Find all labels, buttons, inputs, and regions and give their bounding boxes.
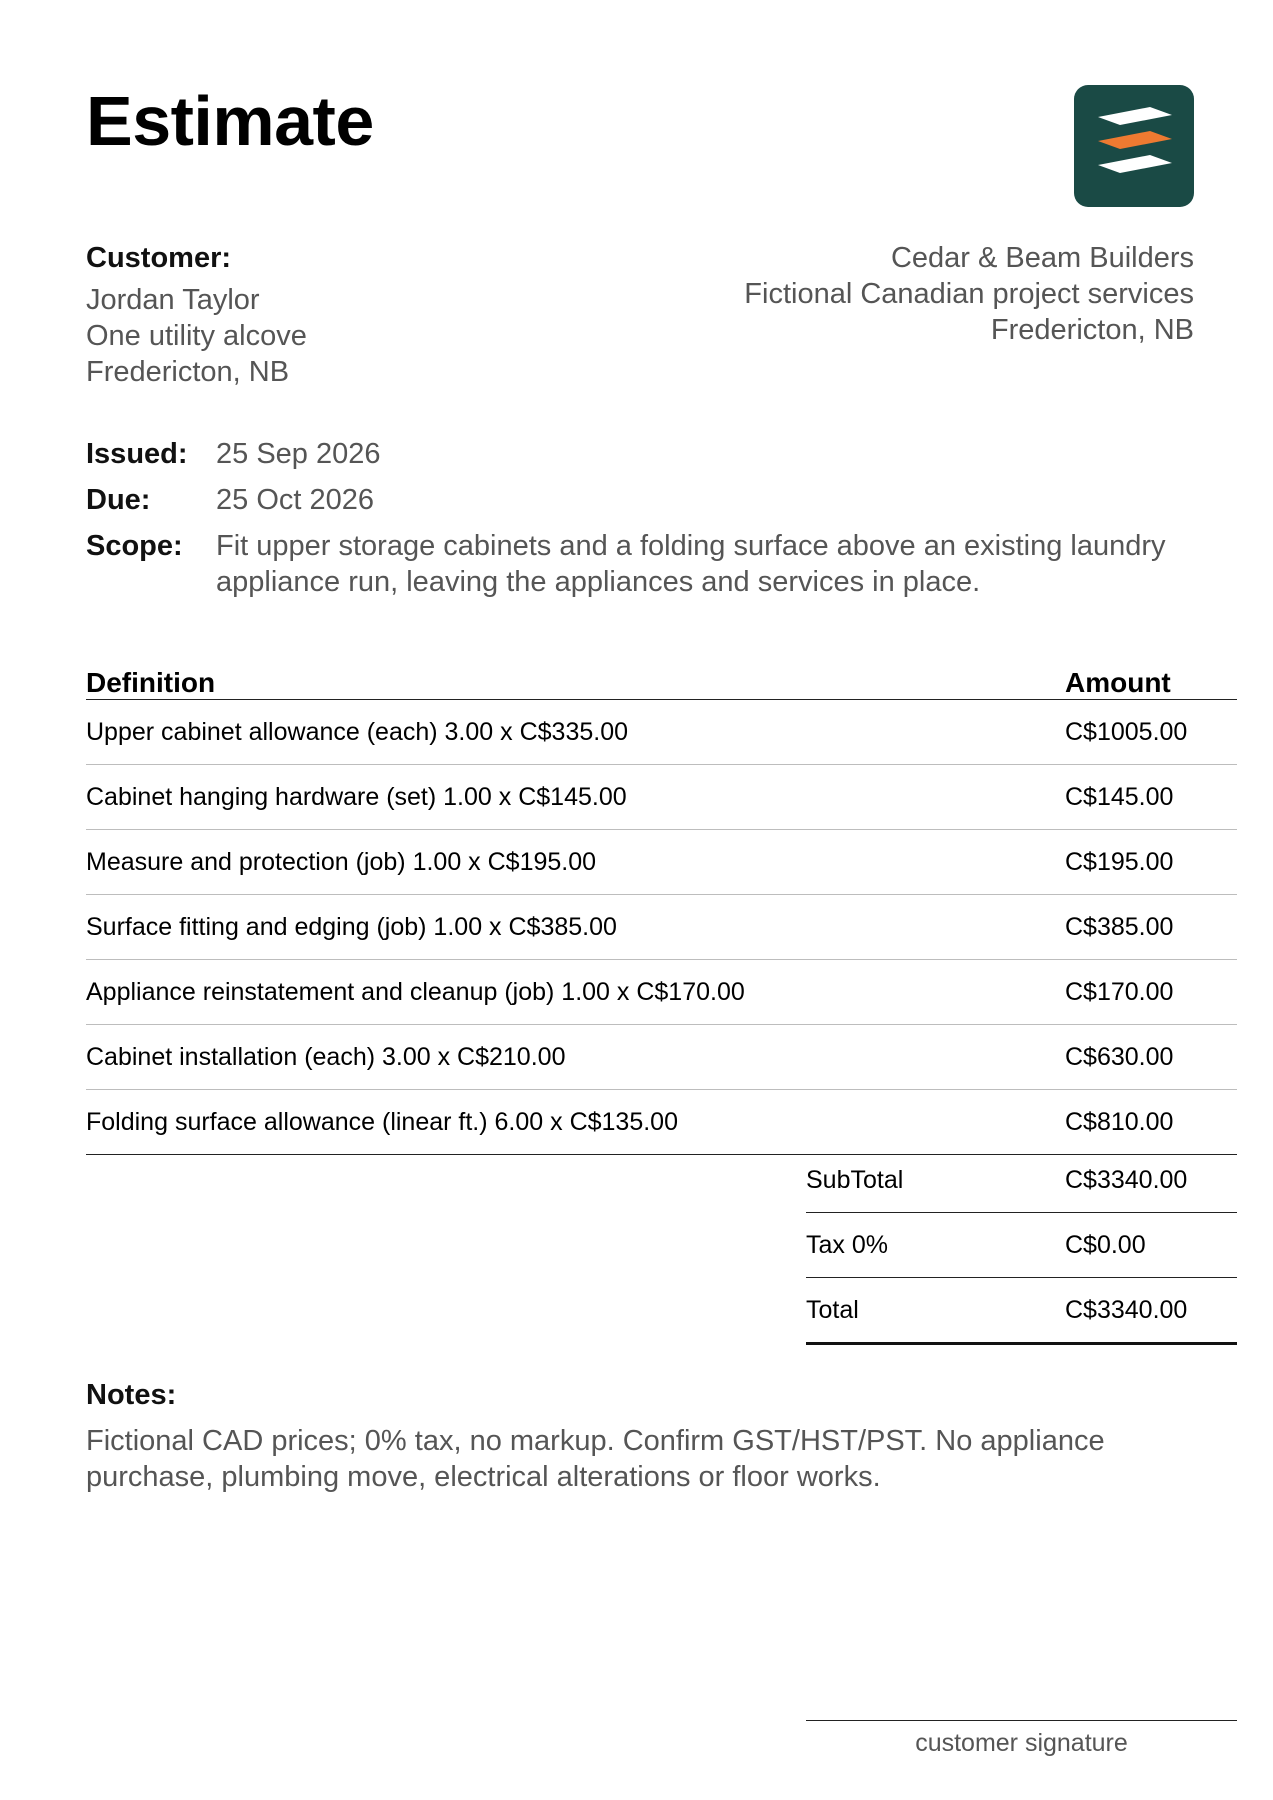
table-row [86,700,1237,765]
line-items-table [86,654,1237,1155]
subtotal-label: SubTotal [806,1165,904,1194]
table-row [86,1090,1237,1155]
document-title: Estimate [86,82,374,160]
signature-label: customer signature [915,1729,1128,1757]
due-value: 25 Oct 2026 [216,484,374,516]
item-definition: Cabinet hanging hardware (set) 1.00 x C$145.00 [86,782,627,811]
company-city: Fredericton, NB [990,314,1194,346]
customer-city: Fredericton, NB [86,356,290,388]
table-row [86,830,1237,895]
item-definition: Surface fitting and edging (job) 1.00 x C$385.00 [86,912,617,941]
total-value: C$3340.00 [1065,1295,1188,1324]
scope-row [86,528,1196,600]
company-name: Cedar & Beam Builders [890,242,1194,274]
notes-block [86,1377,1206,1495]
item-amount: C$385.00 [1065,912,1174,941]
total-label: Total [806,1295,859,1324]
item-amount: C$810.00 [1065,1107,1174,1136]
item-definition: Cabinet installation (each) 3.00 x C$210.00 [86,1042,566,1071]
total-row [806,1278,1237,1345]
item-amount: C$195.00 [1065,847,1174,876]
table-header [86,654,1237,700]
due-row [86,482,1196,518]
customer-block [86,240,307,390]
subtotal-row [806,1148,1237,1213]
table-row [86,960,1237,1025]
table-row [86,765,1237,830]
estimate-meta [86,436,1196,610]
scope-value: Fit upper storage cabinets and a folding surface above an existing laundry appliance run, leaving the appliances and services in place. [216,530,1166,598]
customer-label: Customer: [86,242,232,274]
totals-block [806,1148,1237,1345]
issued-label: Issued: [86,438,188,470]
notes-label: Notes: [86,1379,177,1411]
tax-row [806,1213,1237,1278]
company-block [744,240,1194,348]
subtotal-value: C$3340.00 [1065,1165,1188,1194]
tax-label: Tax 0% [806,1230,888,1259]
scope-label: Scope: [86,530,183,562]
item-definition: Appliance reinstatement and cleanup (job) 1.00 x C$170.00 [86,977,745,1006]
item-amount: C$145.00 [1065,782,1174,811]
company-logo-icon [1074,85,1194,207]
issued-row [86,436,1196,472]
definition-header: Definition [86,667,216,698]
issued-value: 25 Sep 2026 [216,438,381,470]
item-definition: Folding surface allowance (linear ft.) 6.00 x C$135.00 [86,1107,678,1136]
signature-line[interactable] [806,1720,1237,1758]
company-tagline: Fictional Canadian project services [744,278,1194,310]
table-row [86,895,1237,960]
notes-text: Fictional CAD prices; 0% tax, no markup. Confirm GST/HST/PST. No appliance purchase, plumbing move, electrical alterations or floor works. [86,1425,1105,1493]
item-definition: Measure and protection (job) 1.00 x C$195.00 [86,847,597,876]
customer-address: One utility alcove [86,320,307,352]
item-amount: C$1005.00 [1065,717,1188,746]
table-row [86,1025,1237,1090]
item-amount: C$170.00 [1065,977,1174,1006]
tax-value: C$0.00 [1065,1230,1146,1259]
item-definition: Upper cabinet allowance (each) 3.00 x C$335.00 [86,717,629,746]
due-label: Due: [86,484,151,516]
customer-name: Jordan Taylor [86,284,260,316]
item-amount: C$630.00 [1065,1042,1174,1071]
amount-header: Amount [1065,667,1171,698]
